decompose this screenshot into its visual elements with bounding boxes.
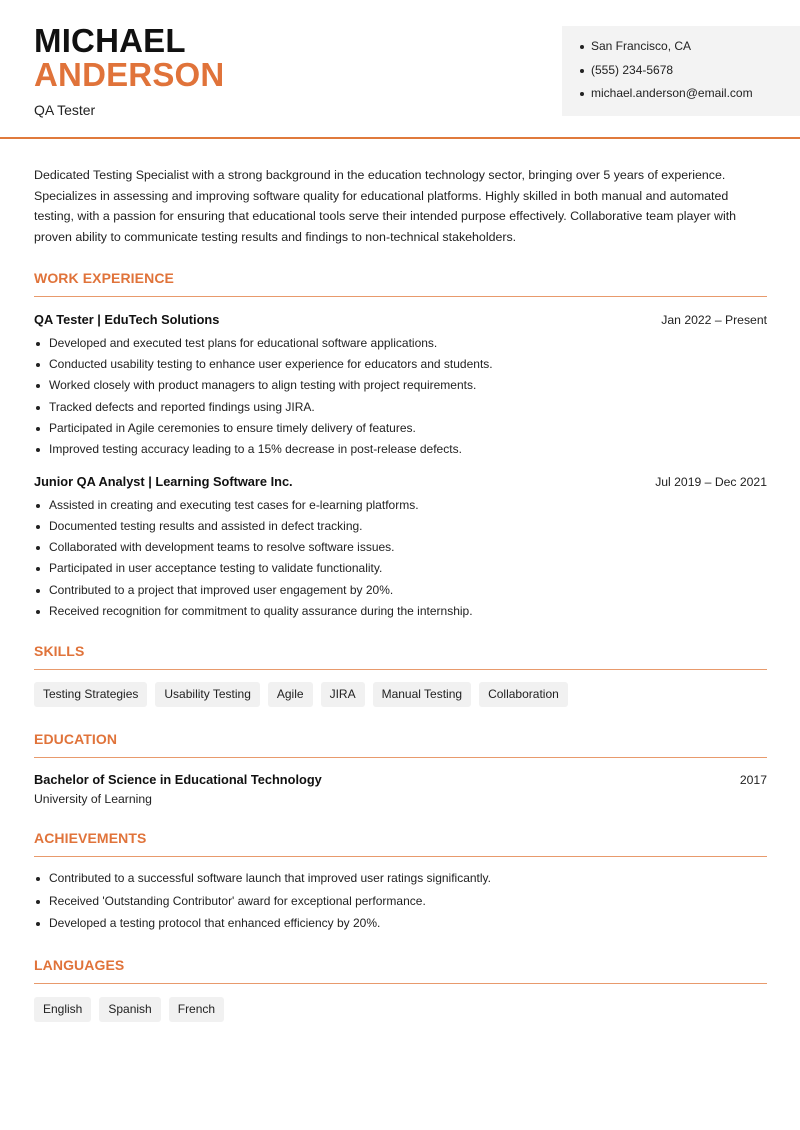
list-item: [34, 421, 767, 442]
job-entry: [34, 474, 767, 626]
bullet-icon: [580, 69, 584, 73]
list-item: [34, 442, 767, 463]
language-chip: Spanish: [99, 997, 160, 1022]
skill-chip: Manual Testing: [373, 682, 472, 707]
job-entry: [34, 312, 767, 464]
list-item: [34, 357, 767, 378]
language-chip: French: [169, 997, 224, 1022]
education-section: [34, 731, 767, 806]
bullet-icon: [580, 45, 584, 49]
list-item: [34, 540, 767, 561]
section-title-skills: SKILLS: [34, 643, 767, 670]
bullet-icon: [36, 427, 40, 431]
skills-section: [34, 643, 767, 707]
languages-section: [34, 957, 767, 1022]
education-school: University of Learning: [34, 792, 152, 807]
section-title-achievements: ACHIEVEMENTS: [34, 830, 767, 857]
job-bullets: [34, 498, 767, 626]
language-chip: English: [34, 997, 91, 1022]
bullet-icon: [36, 589, 40, 593]
section-title-education: EDUCATION: [34, 731, 767, 758]
work-experience-section: [34, 270, 767, 626]
bullet-icon: [36, 406, 40, 410]
contact-email-text: michael.anderson@email.com: [591, 86, 753, 100]
bullet-icon: [36, 610, 40, 614]
list-item: [34, 871, 767, 894]
bullet-text: Contributed to a successful software launch that improved user ratings significantly.: [49, 871, 491, 886]
contact-location-text: San Francisco, CA: [591, 39, 692, 53]
contact-phone: [580, 63, 800, 87]
bullet-icon: [36, 567, 40, 571]
bullet-icon: [36, 546, 40, 550]
skill-chip: Testing Strategies: [34, 682, 147, 707]
bullet-text: Developed a testing protocol that enhanced efficiency by 20%.: [49, 916, 381, 931]
education-year: 2017: [739, 773, 767, 788]
contact-location: [580, 39, 800, 63]
bullet-text: Worked closely with product managers to align testing with project requirements.: [49, 378, 477, 393]
bullet-icon: [36, 384, 40, 388]
bullet-text: Documented testing results and assisted in defect tracking.: [49, 518, 363, 533]
section-title-work: WORK EXPERIENCE: [34, 270, 767, 297]
bullet-icon: [36, 525, 40, 529]
bullet-icon: [36, 448, 40, 452]
bullet-text: Improved testing accuracy leading to a 15% decrease in post-release defects.: [49, 442, 462, 457]
job-bullets: [34, 336, 767, 464]
bullet-icon: [36, 900, 40, 904]
list-item: [34, 916, 767, 939]
job-header: [34, 312, 767, 327]
bullet-icon: [36, 504, 40, 508]
skill-chip: Collaboration: [479, 682, 568, 707]
job-date: Jul 2019 – Dec 2021: [655, 474, 767, 489]
achievements-bullets: [34, 871, 767, 939]
bullet-text: Participated in Agile ceremonies to ensure timely delivery of features.: [49, 421, 416, 435]
bullet-icon: [580, 92, 584, 96]
list-item: [34, 400, 767, 421]
bullet-text: Participated in user acceptance testing to validate functionality.: [49, 561, 383, 576]
bullet-icon: [36, 363, 40, 367]
resume-content: [0, 165, 800, 1022]
list-item: [34, 583, 767, 604]
achievements-section: [34, 830, 767, 939]
bullet-text: Conducted usability testing to enhance user experience for educators and students.: [49, 357, 493, 372]
list-item: [34, 378, 767, 399]
bullet-text: Contributed to a project that improved user engagement by 20%.: [49, 582, 394, 597]
name-block: [34, 24, 224, 118]
summary-paragraph: Dedicated Testing Specialist with a strong background in the education technology sector, bringing over 5 years of experience. Specializes in assessing and improving software quality for educational platforms. Highly skilled in both manual and automated testing, with a passion for ensuring that educational tools serve their intended purpose effectively. Collaborative team player with proven ability to communicate testing results and findings to non-technical stakeholders.: [34, 168, 737, 245]
contact-email: [580, 86, 800, 110]
job-header: [34, 474, 767, 489]
job-date: Jan 2022 – Present: [661, 312, 767, 327]
bullet-icon: [36, 342, 40, 346]
resume-header: [0, 0, 800, 139]
skills-chips: [34, 682, 767, 707]
contact-box: [562, 26, 800, 116]
list-item: [34, 561, 767, 582]
job-title: QA Tester: [34, 102, 96, 118]
first-name: MICHAEL: [34, 22, 186, 59]
bullet-text: Received 'Outstanding Contributor' award for exceptional performance.: [49, 893, 426, 908]
list-item: [34, 604, 767, 625]
list-item: [34, 498, 767, 519]
languages-chips: [34, 997, 767, 1022]
skill-chip: JIRA: [321, 682, 365, 707]
job-role: QA Tester | EduTech Solutions: [34, 311, 220, 327]
bullet-text: Tracked defects and reported findings using JIRA.: [49, 399, 315, 414]
contact-phone-text: (555) 234-5678: [591, 62, 674, 77]
section-title-languages: LANGUAGES: [34, 957, 767, 984]
bullet-text: Developed and executed test plans for educational software applications.: [49, 335, 438, 350]
bullet-text: Collaborated with development teams to resolve software issues.: [49, 540, 395, 555]
skill-chip: Usability Testing: [155, 682, 259, 707]
education-entry: [34, 772, 767, 806]
bullet-icon: [36, 877, 40, 881]
education-header: [34, 772, 767, 787]
bullet-text: Assisted in creating and executing test cases for e-learning platforms.: [49, 497, 419, 512]
bullet-icon: [36, 922, 40, 926]
last-name: ANDERSON: [34, 56, 225, 93]
list-item: [34, 894, 767, 917]
job-role: Junior QA Analyst | Learning Software Inc.: [34, 473, 293, 489]
list-item: [34, 519, 767, 540]
bullet-text: Received recognition for commitment to quality assurance during the internship.: [49, 604, 473, 619]
education-degree: Bachelor of Science in Educational Technology: [34, 772, 322, 788]
list-item: [34, 336, 767, 357]
skill-chip: Agile: [268, 682, 313, 707]
